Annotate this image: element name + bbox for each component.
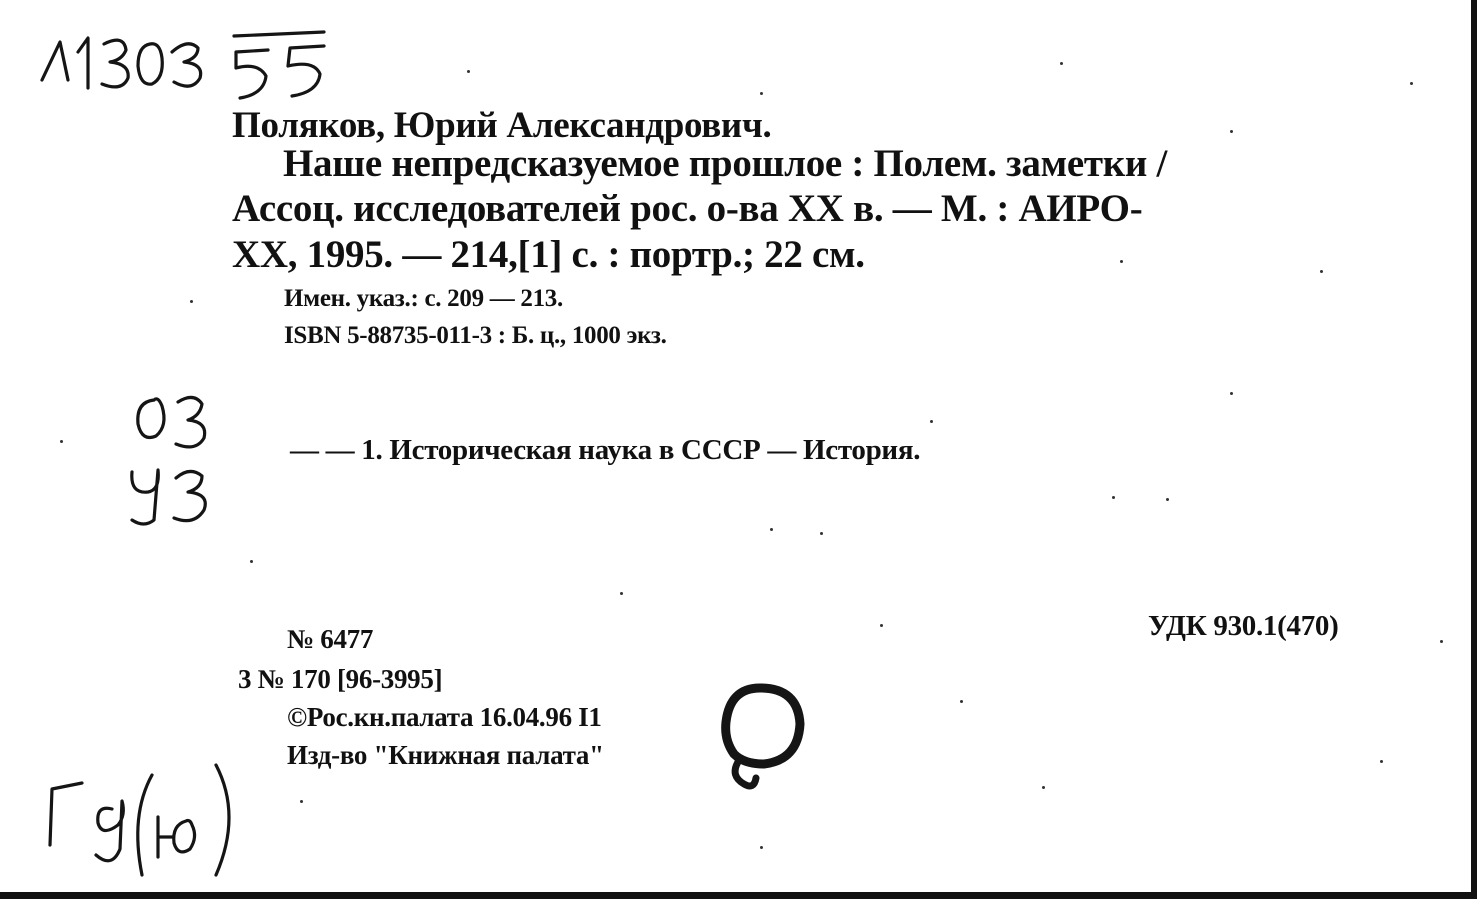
speck [1112, 496, 1115, 499]
speck [1060, 62, 1063, 65]
speck [760, 846, 763, 849]
speck [880, 624, 883, 627]
subject-heading: — — 1. Историческая наука в СССР — История. [290, 434, 921, 466]
speck [1320, 270, 1323, 273]
speck [1120, 260, 1123, 263]
speck [1440, 640, 1443, 643]
speck [250, 560, 253, 563]
record-number-1: № 6477 [287, 624, 374, 654]
title-line-2: Ассоц. исследователей рос. о-ва XX в. — М. : АИРО- [232, 187, 1143, 230]
handwritten-class-2 [124, 462, 220, 532]
speck [1230, 130, 1233, 133]
speck [770, 528, 773, 531]
isbn-line: ISBN 5-88735-011-3 : Б. ц., 1000 экз. [284, 322, 667, 349]
copyright-line: ©Рос.кн.палата 16.04.96 I1 [287, 702, 602, 732]
speck [190, 300, 193, 303]
speck [1410, 82, 1413, 85]
stamp-ring-icon [710, 680, 810, 800]
speck [60, 440, 63, 443]
speck [960, 700, 963, 703]
author-name: Поляков, Юрий Александрович. [232, 105, 772, 146]
speck [467, 70, 470, 73]
publisher-line: Изд-во "Книжная палата" [287, 740, 604, 770]
title-line-1: Наше непредсказуемое прошлое : Полем. заметки / [283, 142, 1168, 185]
speck [1230, 392, 1233, 395]
speck [620, 592, 623, 595]
index-note: Имен. указ.: с. 209 — 213. [284, 285, 563, 312]
handwritten-class-1 [128, 388, 218, 458]
speck [930, 420, 933, 423]
handwritten-number [38, 22, 208, 102]
speck [1166, 498, 1169, 501]
speck [820, 532, 823, 535]
speck [760, 92, 763, 95]
record-number-2: 3 № 170 [96-3995] [238, 664, 443, 694]
udk-code: УДК 930.1(470) [1148, 610, 1339, 642]
handwritten-code [228, 28, 338, 108]
speck [300, 800, 303, 803]
speck [1042, 786, 1045, 789]
speck [1380, 760, 1383, 763]
handwritten-shelf-mark [40, 745, 260, 885]
title-line-3: XX, 1995. — 214,[1] с. : портр.; 22 см. [232, 233, 865, 276]
